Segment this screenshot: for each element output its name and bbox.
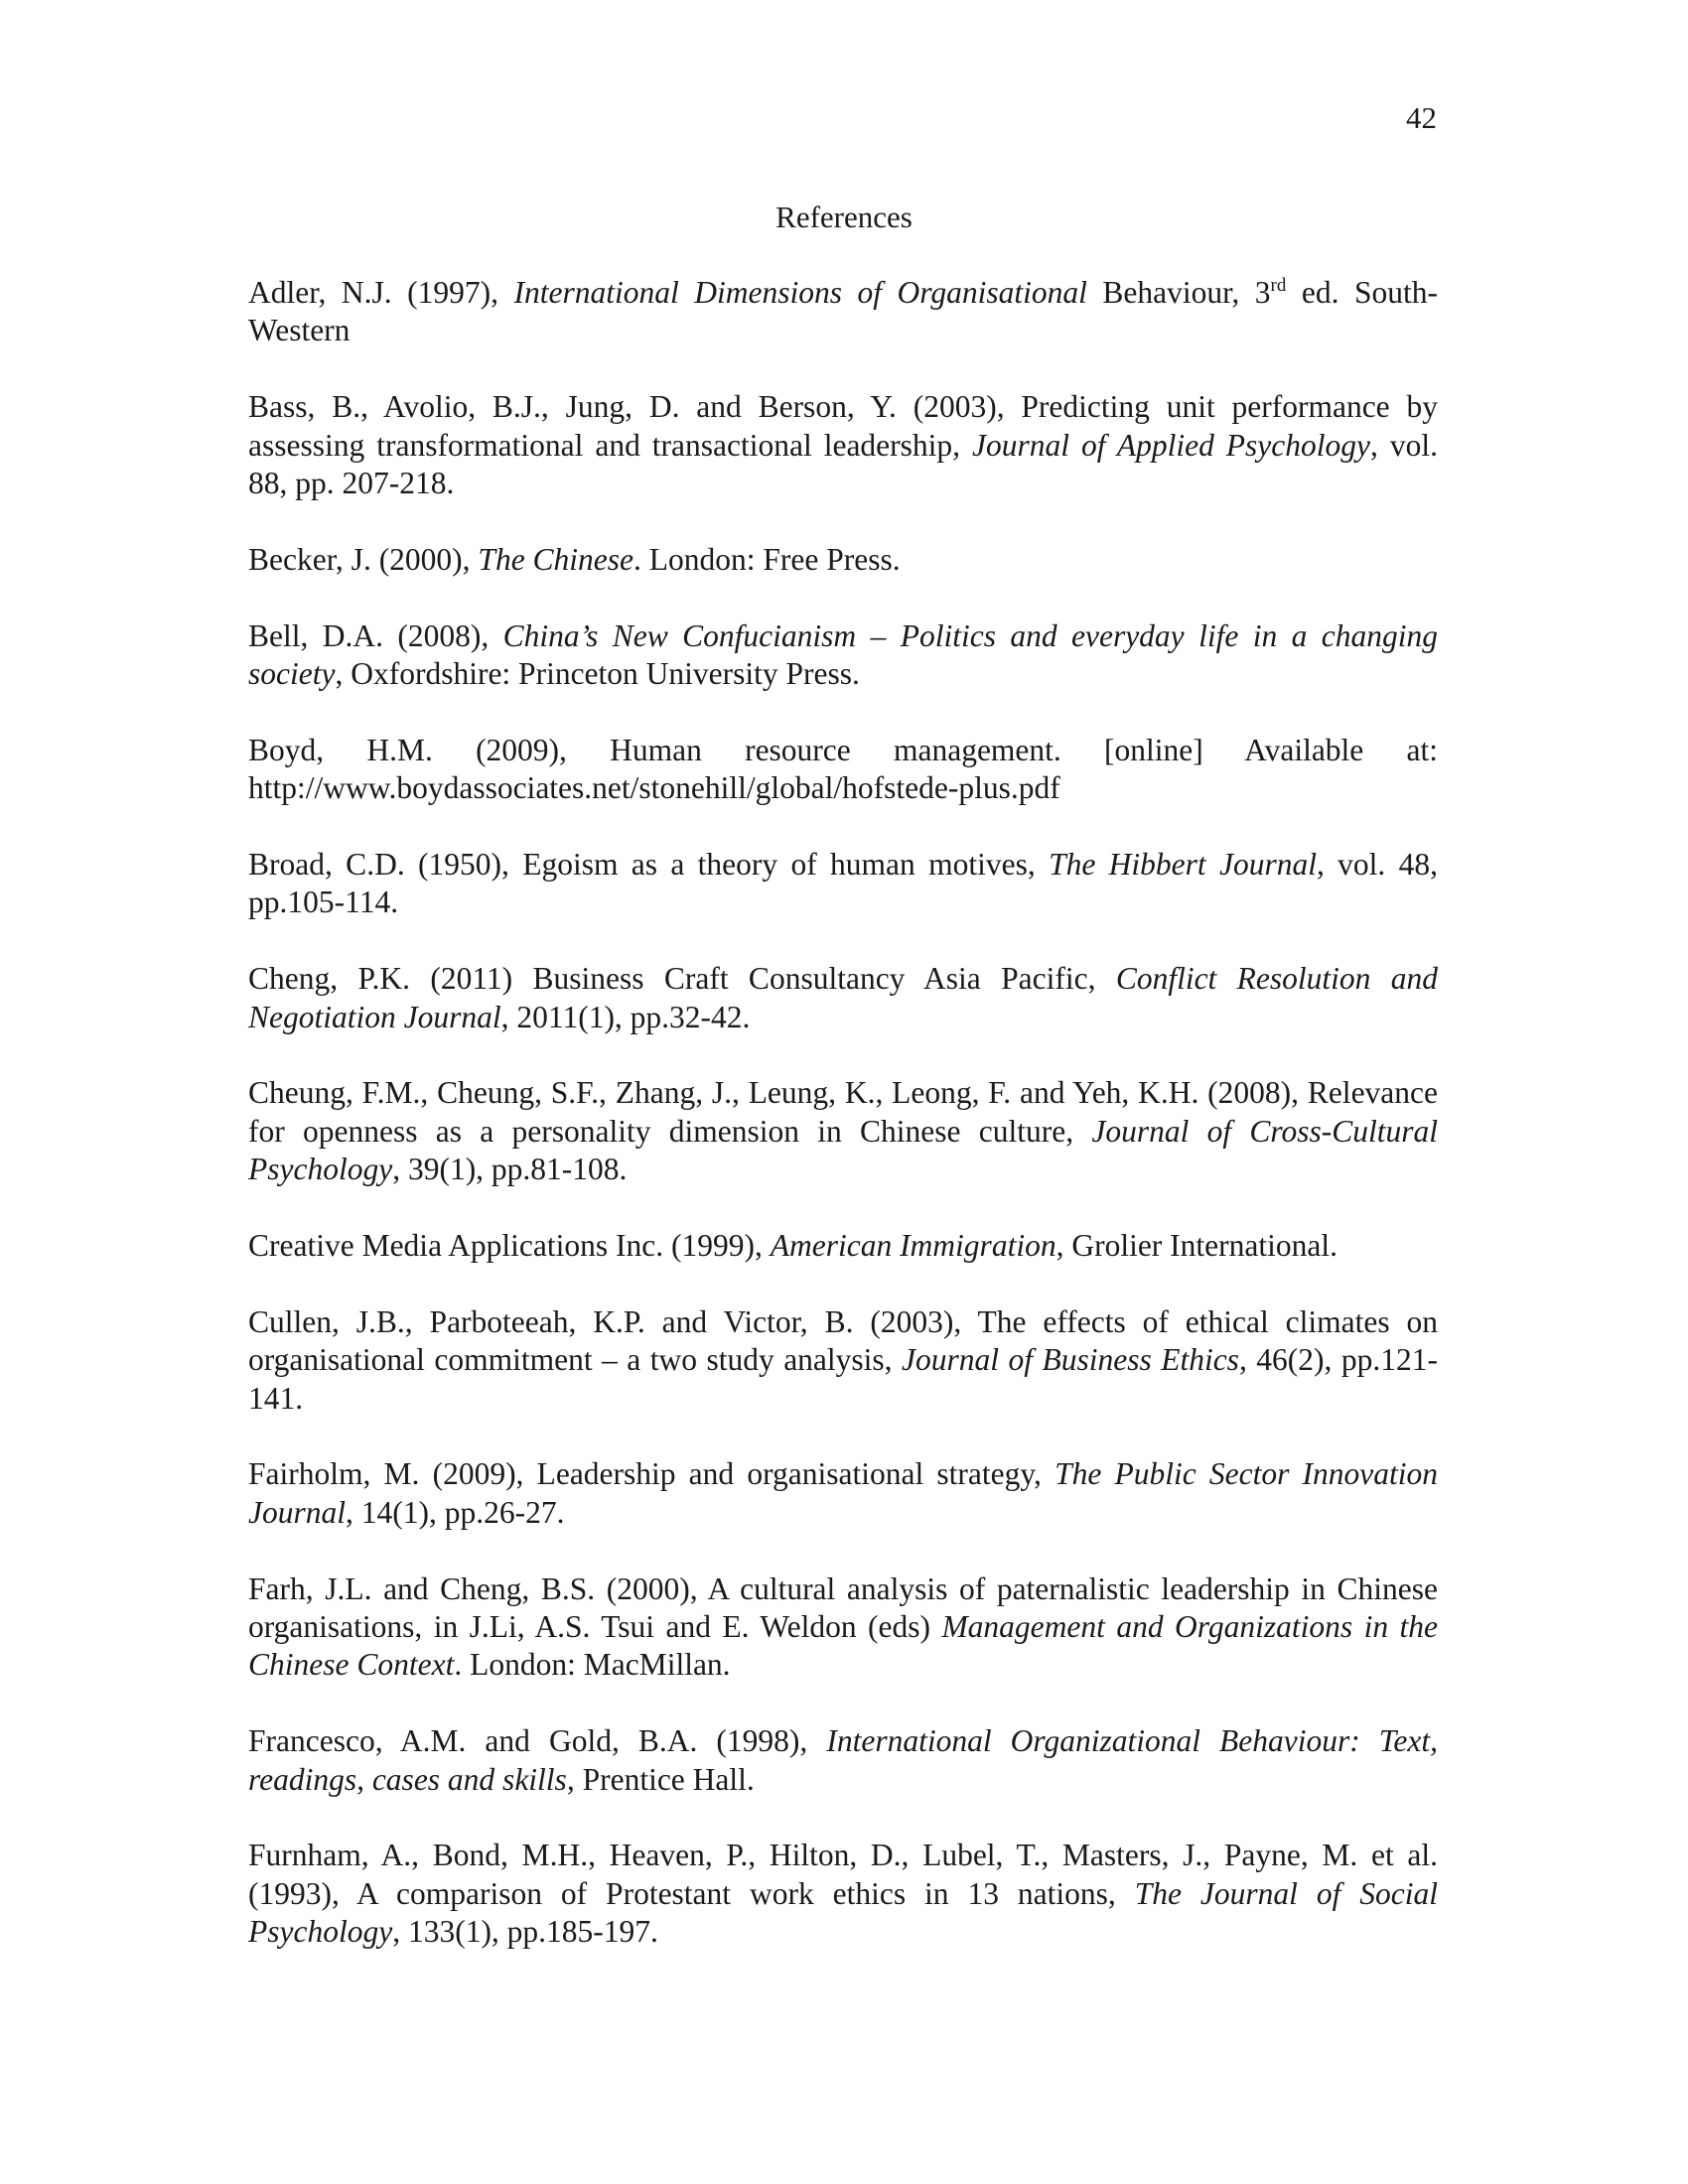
reference-text: Fairholm, M. (2009), Leadership and organisational strategy, (248, 1456, 1055, 1492)
reference-text: , 39(1), pp.81-108. (392, 1152, 628, 1187)
reference-entry (248, 960, 1438, 1036)
reference-entry (248, 732, 1438, 808)
reference-text: Prentice Hall. (574, 1761, 755, 1797)
reference-entry (248, 1227, 1438, 1265)
reference-entry (248, 1837, 1438, 1951)
reference-text: Cullen, J.B., Parboteeah, K.P. and Victor, B. (2003), The effects of ethical climates on organisational commitment – a two study analysis, (248, 1303, 1438, 1378)
reference-text: Broad, C.D. (1950), Egoism as a theory of human motives, (248, 847, 1050, 883)
reference-entry (248, 274, 1438, 350)
italic-title: Management and Organizations in the Chinese Context (248, 1609, 1438, 1683)
italic-title: China’s New Confucianism – Politics and everyday life in a changing society (248, 617, 1438, 692)
reference-text: , Oxfordshire: Princeton University Press. (335, 656, 860, 692)
italic-title: Journal of Business Ethics (902, 1342, 1239, 1378)
reference-entry (248, 1074, 1438, 1188)
reference-text: , vol. 48, pp.105-114. (248, 847, 1439, 920)
reference-text: Cheng, P.K. (2011) Business Craft Consultancy Asia Pacific, (248, 961, 1116, 997)
italic-title: , Journal of Applied Psychology (952, 427, 1370, 463)
reference-text: Becker, J. (2000), (248, 541, 479, 577)
reference-text: , 133(1), pp.185-197. (392, 1914, 658, 1950)
reference-list (248, 274, 1438, 1989)
reference-text: Francesco, A.M. and Gold, B.A. (1998), (248, 1723, 827, 1759)
superscript-text: rd (1270, 275, 1287, 296)
reference-entry (248, 617, 1438, 694)
reference-text: Bell, D.A. (2008), (248, 617, 503, 653)
reference-text: . London: Free Press. (633, 541, 901, 577)
italic-title: The Public Sector Innovation Journal (248, 1456, 1438, 1530)
reference-entry (248, 1570, 1438, 1685)
italic-title: Conflict Resolution and Negotiation Journal (248, 961, 1438, 1034)
reference-text: . London: MacMillan. (454, 1647, 731, 1683)
italic-title: Journal of Cross-Cultural Psychology (248, 1113, 1438, 1187)
reference-text: , 46(2), pp.121-141. (248, 1342, 1438, 1416)
italic-title: The Chinese (478, 541, 634, 577)
references-heading: References (775, 200, 913, 234)
reference-text: , vol. 88, pp. 207-218. (248, 427, 1438, 501)
reference-text: Cheung, F.M., Cheung, S.F., Zhang, J., Leung, K., Leong, F. and Yeh, K.H. (2008), Relevance for openness as a personality dimension in Chinese culture, (248, 1075, 1438, 1149)
reference-text: Boyd, H.M. (2009), Human resource management. [online] Available at: http://www.boydassociates.net/stonehill/global/hofstede-plus.pdf (248, 732, 1438, 806)
reference-text: Behaviour, 3 (1086, 275, 1271, 310)
reference-text: Farh, J.L. and Cheng, B.S. (2000), A cultural analysis of paternalistic leadership in Chinese organisations, in J.Li, A.S. Tsui and E. Weldon (eds) (248, 1570, 1438, 1645)
reference-text: , Grolier International. (1055, 1228, 1337, 1264)
page-number: 42 (1406, 100, 1437, 135)
italic-title: The Journal of Social Psychology (248, 1875, 1438, 1950)
reference-text: , 14(1), pp.26-27. (346, 1494, 565, 1530)
reference-entry (248, 388, 1438, 502)
reference-text: Bass, B., Avolio, B.J., Jung, D. and Berson, Y. (2003), Predicting unit performance by assessing transformational and transactional leadership (248, 389, 1438, 463)
italic-title: International Dimensions of Organisational (513, 275, 1087, 310)
italic-title: International Organizational Behaviour: Text, readings, cases and skills, (248, 1723, 1438, 1797)
reference-entry (248, 1303, 1438, 1418)
reference-text: ed. South-Western (248, 275, 1439, 348)
reference-text: Furnham, A., Bond, M.H., Heaven, P., Hilton, D., Lubel, T., Masters, J., Payne, M. et al. (1993), A comparison of Protestant work ethics in 13 nations, (248, 1838, 1438, 1911)
reference-text: , 2011(1), pp.32-42. (500, 999, 751, 1034)
italic-title: The Hibbert Journal (1049, 847, 1317, 883)
reference-text: Adler, N.J. (1997), (248, 275, 514, 310)
reference-entry (248, 541, 1438, 579)
reference-entry (248, 1722, 1438, 1799)
reference-entry (248, 846, 1438, 922)
reference-text: Creative Media Applications Inc. (1999), (248, 1228, 771, 1264)
reference-entry (248, 1455, 1438, 1532)
italic-title: American Immigration (770, 1228, 1056, 1264)
